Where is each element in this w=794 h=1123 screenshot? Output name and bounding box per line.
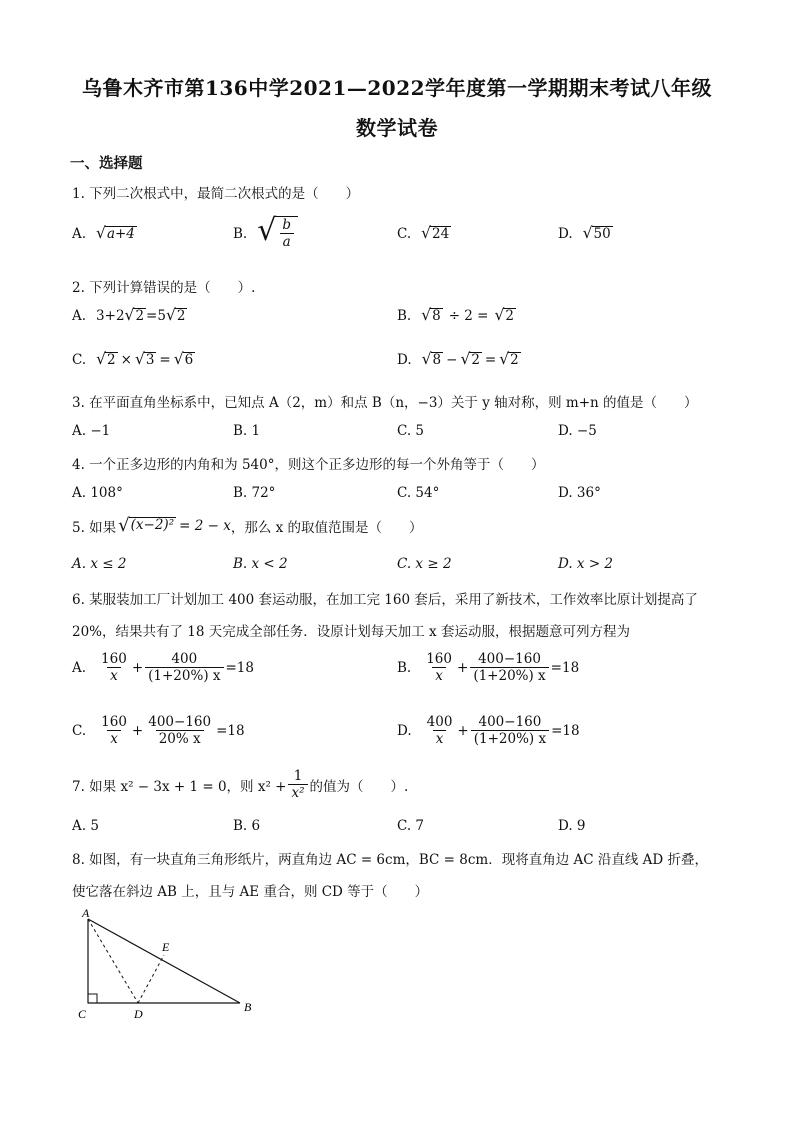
- radicand: 2: [510, 352, 519, 368]
- numerator: 400−160: [478, 651, 541, 667]
- exam-title-line1: 乌鲁木齐市第136中学2021—2022学年度第一学期期末考试八年级: [81, 76, 713, 100]
- question-7-option-d: D. 9: [558, 818, 586, 834]
- question-6-option-a: A. $\frac{160}{x}$ + $\frac{400}{(1+20\%) x}$ =18: [72, 651, 254, 685]
- label-e: E: [162, 940, 170, 954]
- radicand: 2: [471, 352, 480, 368]
- question-6-stem-line1: 6. 某服装加工厂计划加工 400 套运动服，在加工完 160 套后，采用了新技术，工作效率比原计划提高了: [72, 592, 698, 608]
- question-7-option-c: C. 7: [397, 818, 425, 834]
- stem-text: 5. 如果: [72, 520, 117, 536]
- sqrt-fraction: √ $\frac{b}{a}$: [257, 216, 298, 252]
- numerator: 400: [426, 714, 453, 730]
- numerator: 400: [171, 651, 198, 667]
- label-d: D: [134, 1007, 143, 1021]
- fold-line-ad: [88, 919, 138, 1003]
- option-label: C.: [397, 226, 412, 243]
- question-3-option-c: C. 5: [397, 423, 425, 439]
- question-2-option-c: C. √ 2 × √ 3 = √ 6: [72, 350, 194, 369]
- denominator: 20% x: [156, 730, 204, 749]
- question-1-option-d: [558, 226, 613, 243]
- numerator: 400−160: [478, 714, 542, 730]
- question-2-option-d: D. √ 8 − √ 2 = √ 2: [397, 350, 519, 369]
- question-4-option-c: C. 54°: [397, 485, 440, 501]
- question-3-option-d: D. −5: [558, 423, 597, 439]
- sqrt-expression: √ 24: [421, 224, 450, 242]
- question-2-stem: 2. 下列计算错误的是（ ）.: [72, 280, 256, 296]
- expr-part: =: [484, 352, 497, 369]
- expr-part: =: [159, 352, 171, 369]
- option-label: C.: [72, 723, 87, 740]
- denominator: x²: [288, 784, 307, 803]
- expr-part: ×: [120, 352, 132, 369]
- numerator: b: [282, 217, 291, 233]
- stem-text: 7. 如果 x² − 3x + 1 = 0，则 x² +: [72, 779, 287, 796]
- question-8-stem-line1: 8. 如图，有一块直角三角形纸片，两直角边 AC = 6cm，BC = 8cm．现将直角边 AC 沿直线 AD 折叠，: [72, 852, 709, 868]
- question-2-option-a: A. 3+2 √ 2 =5 √ 2: [72, 306, 186, 325]
- radicand: a+4: [106, 226, 135, 242]
- section-heading: 一、选择题: [70, 155, 143, 172]
- option-label: A.: [72, 660, 87, 677]
- question-7-option-a: A. 5: [72, 818, 99, 834]
- option-label: C.: [72, 352, 87, 369]
- denominator: x: [107, 730, 121, 749]
- option-label: D.: [397, 352, 412, 369]
- question-6-option-d: D. $\frac{400}{x}$ + $\frac{400-160}{(1+20\%) x}$ =18: [397, 714, 580, 748]
- denominator: x: [432, 667, 446, 686]
- expr-part: ÷ 2 =: [448, 308, 489, 325]
- expr-part: −: [446, 352, 458, 369]
- denominator: (1+20%) x: [471, 730, 549, 749]
- question-8-stem-line2: 使它落在斜边 AB 上，且与 AE 重合，则 CD 等于（ ）: [72, 884, 429, 900]
- option-label: A.: [72, 308, 87, 325]
- expr-part: =18: [225, 660, 254, 677]
- expr-part: =18: [216, 723, 245, 740]
- denominator: x: [107, 667, 121, 686]
- radicand: 24: [432, 226, 450, 242]
- expr-part: =5: [146, 308, 166, 325]
- question-1-option-b: [233, 213, 298, 252]
- segment-de: [138, 955, 164, 1003]
- radicand: 2: [505, 308, 514, 324]
- question-1-stem: 1. 下列二次根式中，最简二次根式的是（ ）: [72, 186, 360, 202]
- question-1-option-a: [72, 226, 137, 243]
- numerator: 160: [426, 651, 452, 667]
- expr-part: 3+2: [96, 308, 125, 325]
- label-b: B: [244, 1000, 252, 1014]
- radicand: 8: [432, 308, 441, 324]
- option-label: D.: [397, 723, 412, 740]
- question-7-stem: [72, 768, 408, 803]
- question-1-option-c: [397, 226, 451, 243]
- radicand: 6: [184, 352, 194, 368]
- label-a: A: [82, 906, 90, 920]
- radicand: 2: [176, 308, 186, 324]
- question-4-option-b: B. 72°: [233, 485, 276, 501]
- question-6-option-b: B. $\frac{160}{x}$ + $\frac{400-160}{(1+20\%) x}$ =18: [397, 651, 580, 685]
- option-label: D.: [558, 226, 573, 243]
- expr-part: =18: [550, 660, 580, 677]
- sqrt-expression: √ 50: [582, 224, 611, 242]
- numerator: 160: [101, 714, 127, 730]
- denominator: x: [433, 730, 447, 749]
- radicand: 8: [432, 352, 442, 368]
- label-c: C: [78, 1007, 87, 1021]
- denominator: (1+20%) x: [470, 667, 548, 686]
- option-label: B.: [397, 308, 412, 325]
- question-5-option-d: D. x > 2: [558, 556, 614, 572]
- question-4-option-a: A. 108°: [72, 485, 123, 501]
- sqrt-expression: √ a+4: [96, 224, 135, 242]
- question-6-option-c: C. $\frac{160}{x}$ + $\frac{400-160}{20\% x}$ =18: [72, 714, 245, 748]
- radicand: 2: [107, 352, 116, 368]
- right-angle-mark: [88, 994, 97, 1003]
- question-7-option-b: B. 6: [233, 818, 261, 834]
- radicand: (x−2)²: [130, 517, 175, 533]
- side-ab: [88, 919, 240, 1003]
- numerator: 1: [293, 768, 303, 784]
- radicand: 2: [135, 308, 145, 324]
- question-5-stem: 5. 如果 √ (x−2)² = 2 − x ，那么 x 的取值范围是（ ）: [72, 515, 423, 536]
- question-4-stem: 4. 一个正多边形的内角和为 540°，则这个正多边形的每一个外角等于（ ）: [72, 457, 545, 473]
- radicand: 50: [593, 226, 611, 242]
- question-2-option-b: B. √ 8 ÷ 2 = √ 2: [397, 306, 514, 325]
- denominator: (1+20%) x: [145, 667, 223, 686]
- question-6-stem-line2: 20%，结果共有了 18 天完成全部任务．设原计划每天加工 x 套运动服，根据题意可列方程为: [72, 624, 630, 640]
- expr-part: =18: [551, 723, 580, 740]
- question-5-option-c: C. x ≥ 2: [397, 556, 452, 572]
- stem-text: ，那么 x 的取值范围是（ ）: [230, 520, 423, 536]
- denominator: a: [280, 233, 294, 252]
- stem-text: 的值为（ ）.: [309, 779, 409, 796]
- option-label: A.: [72, 226, 87, 243]
- stem-equation: = 2 − x: [179, 518, 231, 534]
- numerator: 400−160: [148, 714, 212, 730]
- question-4-option-d: D. 36°: [558, 485, 601, 501]
- option-label: B.: [233, 225, 248, 242]
- question-3-option-b: B. 1: [233, 423, 261, 439]
- question-5-option-b: B. x < 2: [233, 556, 288, 572]
- numerator: 160: [101, 651, 127, 667]
- option-label: B.: [397, 660, 412, 677]
- right-triangle-figure: [72, 905, 272, 1025]
- radicand: 3: [145, 352, 155, 368]
- question-3-stem: 3. 在平面直角坐标系中，已知点 A（2，m）和点 B（n，−3）关于 y 轴对称，则 m+n 的值是（ ）: [72, 395, 698, 411]
- question-5-option-a: A. x ≤ 2: [72, 556, 127, 572]
- exam-title-line2: 数学试卷: [356, 116, 438, 140]
- question-3-option-a: A. −1: [72, 423, 111, 439]
